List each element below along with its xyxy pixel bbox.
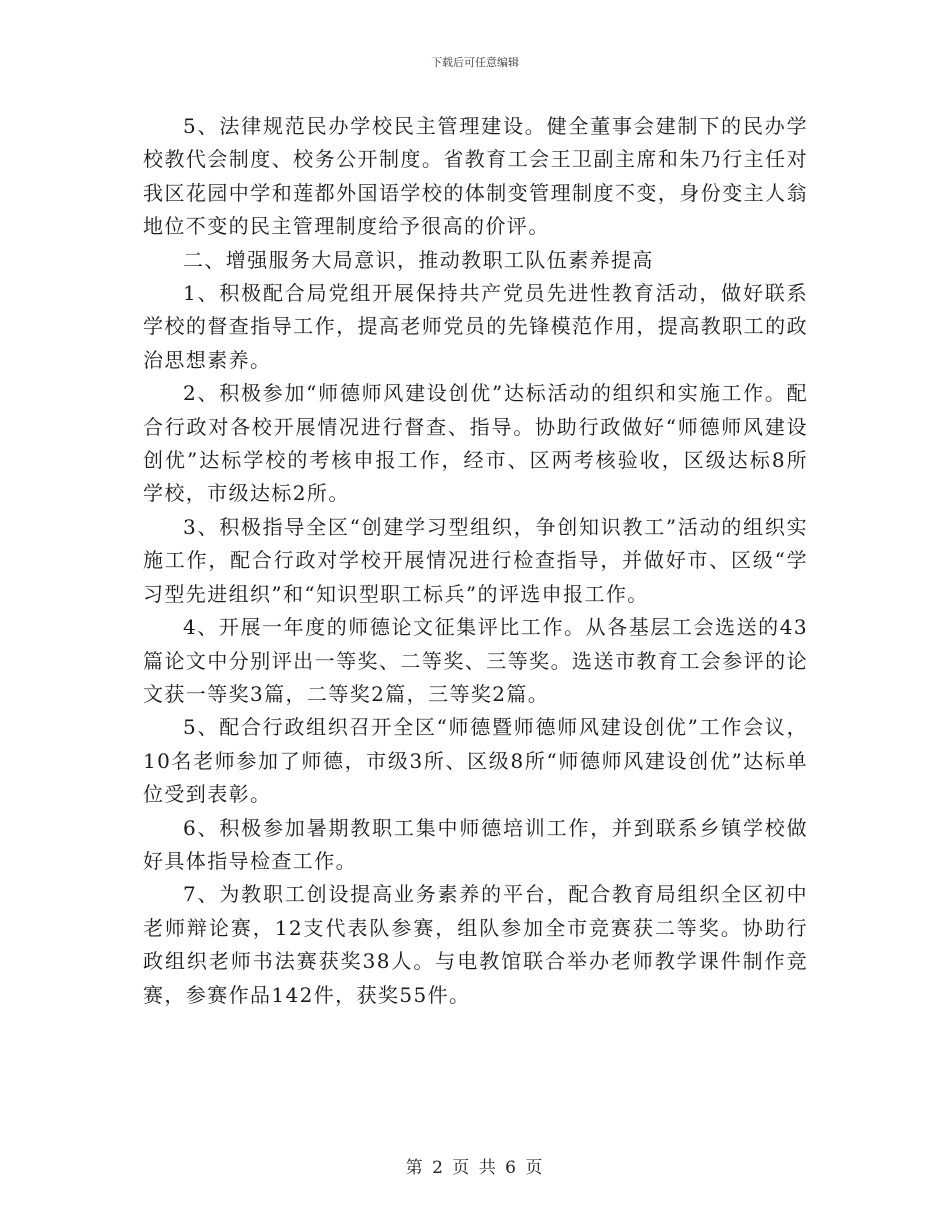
paragraph-4-ethics-essays: 4、开展一年度的师德论文征集评比工作。从各基层工会选送的43篇论文中分别评出一等奖、二等奖、三等奖。选送市教育工会参评的论文获一等奖3篇，二等奖2篇，三等奖2篇。: [143, 615, 808, 706]
page-footer: 第 2 页 共 6 页: [405, 1158, 545, 1178]
paragraph-1-party-education: 1、积极配合局党组开展保持共产党员先进性教育活动，做好联系学校的督查指导工作，提高老师党员的先锋模范作用，提高教职工的政治思想素养。: [143, 281, 808, 372]
paragraph-2-ethics-standard: 2、积极参加“师德师风建设创优”达标活动的组织和实施工作。配合行政对各校开展情况进行督查、指导。协助行政做好“师德师风建设创优”达标学校的考核申报工作，经市、区两考核验收，区级达标8所学校，市级达标2所。: [143, 381, 808, 506]
paragraph-5-democratic-management: 5、法律规范民办学校民主管理建设。健全董事会建制下的民办学校教代会制度、校务公开制度。省教育工会王卫副主席和朱乃行主任对我区花园中学和莲都外国语学校的体制变管理制度不变，身份变主人翁地位不变的民主管理制度给予很高的价评。: [143, 114, 808, 239]
page-header: 下载后可任意编辑: [431, 56, 519, 69]
paragraph-5-ethics-meeting: 5、配合行政组织召开全区“师德暨师德师风建设创优”工作会议，10名老师参加了师德，市级3所、区级8所“师德师风建设创优”达标单位受到表彰。: [143, 715, 808, 807]
paragraph-6-summer-training: 6、积极参加暑期教职工集中师德培训工作，并到联系乡镇学校做好具体指导检查工作。: [143, 815, 808, 873]
paragraph-7-professional-platform: 7、为教职工创设提高业务素养的平台，配合教育局组织全区初中老师辩论赛，12支代表队参赛，组队参加全市竞赛获二等奖。协助行政组织老师书法赛获奖38人。与电教馆联合举办老师教学课件制作竞赛，参赛作品142件，获奖55件。: [143, 882, 808, 1007]
document-body: [143, 110, 808, 1012]
section-heading-2: 二、增强服务大局意识，推动教职工队伍素养提高: [183, 247, 654, 272]
paragraph-3-learning-organization: 3、积极指导全区“创建学习型组织，争创知识教工”活动的组织实施工作，配合行政对学校开展情况进行检查指导，并做好市、区级“学习型先进组织”和“知识型职工标兵”的评选申报工作。: [143, 514, 808, 606]
